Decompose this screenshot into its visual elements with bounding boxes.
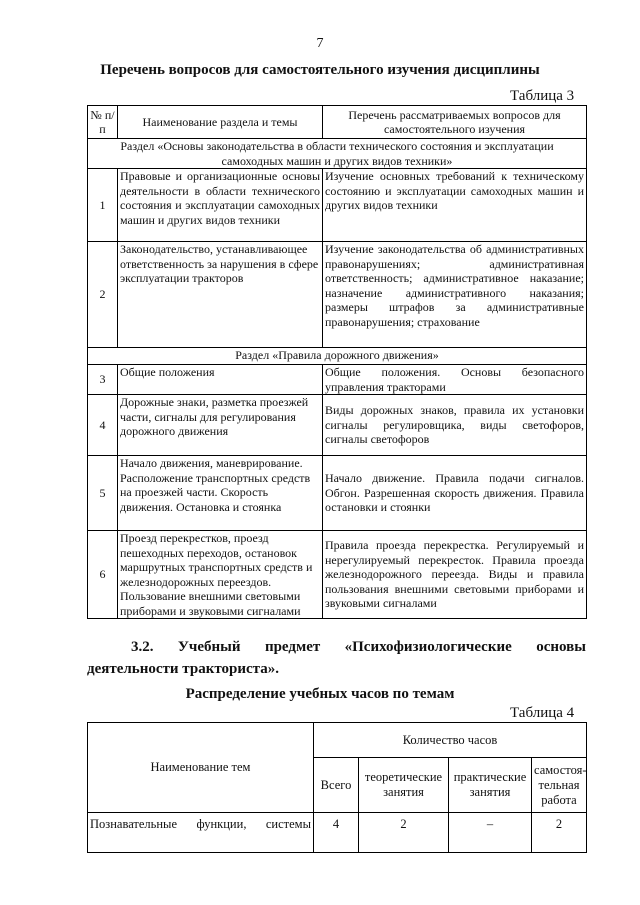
table-row: [88, 242, 587, 348]
row-topic: Правовые и организационные основы деятельности в области технического состояния и эксплуатации самоходных машин и других видов техники: [118, 169, 323, 242]
subsection-word: предмет: [264, 639, 321, 655]
table4-caption: Таблица 4: [510, 705, 575, 721]
header-name: Наименование тем: [88, 723, 314, 813]
table3: [87, 105, 587, 619]
table-row: [88, 531, 587, 619]
row-num: 4: [88, 395, 118, 456]
subsection-word: «Психофизиологические: [344, 639, 512, 655]
row-topic: Дорожные знаки, разметка проезжей части, сигналы для регулирования дорожного движения: [118, 395, 323, 456]
row-issues: Изучение основных требований к техническому состоянию и эксплуатации самоходных машин и других видов техники: [323, 169, 587, 242]
section-row: [88, 139, 587, 169]
row-num: 1: [88, 169, 118, 242]
section-row: [88, 348, 587, 365]
header-hours: Количество часов: [314, 723, 587, 758]
table-row: [88, 456, 587, 531]
row-topic: Проезд перекрестков, проезд пешеходных переходов, остановок маршрутных транспортных средств и железнодорожных переездов. Пользование внешними световыми приборами и звуковыми сигналами: [118, 531, 323, 619]
table-row: [88, 169, 587, 242]
row-total: 4: [314, 813, 359, 853]
subsection-heading: [87, 636, 586, 680]
table-row: [88, 365, 587, 395]
section-title-2: Распределение учебных часов по темам: [185, 686, 455, 702]
header-total: Всего: [314, 758, 359, 813]
header-issues: Перечень рассматриваемых вопросов для самостоятельного изучения: [323, 106, 587, 139]
table-row: [88, 813, 587, 853]
header-num: № п/п: [88, 106, 118, 139]
row-practice: –: [449, 813, 532, 853]
section-title: Раздел «Правила дорожного движения»: [88, 348, 587, 365]
header-name: Наименование раздела и темы: [118, 106, 323, 139]
table3-caption: Таблица 3: [510, 88, 575, 104]
page-title: Перечень вопросов для самостоятельного изучения дисциплины: [100, 62, 540, 78]
row-topic: Законодательство, устанавливающее ответственность за нарушения в сфере эксплуатации тракторов: [118, 242, 323, 348]
table4-header-row: [88, 723, 587, 758]
header-practice: практические занятия: [449, 758, 532, 813]
row-issues: Начало движение. Правила подачи сигналов. Обгон. Разрешенная скорость движения. Правила остановки и стоянки: [323, 456, 587, 531]
subsection-word: Учебный: [177, 639, 241, 655]
section-title: Раздел «Основы законодательства в области технического состояния и эксплуатации самоходных машин и других видов техники»: [88, 139, 587, 169]
header-theory: теоретические занятия: [359, 758, 449, 813]
subsection-number: 3.2.: [131, 639, 154, 655]
subsection-word: основы: [536, 639, 586, 655]
row-num: 6: [88, 531, 118, 619]
row-issues: Изучение законодательства об административных правонарушениях; административная ответственность; административное наказание; назначение административного наказания; размеры штрафов за административные правонарушения; страхование: [323, 242, 587, 348]
row-name: Познавательные функции, системы: [88, 813, 314, 853]
row-topic: Общие положения: [118, 365, 323, 395]
row-topic: Начало движения, маневрирование. Расположение транспортных средств на проезжей части. Скорость движения. Остановка и стоянка: [118, 456, 323, 531]
row-num: 2: [88, 242, 118, 348]
page-number: 7: [316, 36, 324, 51]
header-self: самостоя-тельная работа: [532, 758, 587, 813]
subsection-line2: деятельности тракториста».: [87, 661, 279, 677]
row-issues: Правила проезда перекрестка. Регулируемый и нерегулируемый перекресток. Правила проезда железнодорожного переезда. Виды и правила пользования внешними световыми приборами и звуковыми сигналами: [323, 531, 587, 619]
table4: [87, 722, 587, 853]
row-theory: 2: [359, 813, 449, 853]
row-num: 5: [88, 456, 118, 531]
row-issues: Виды дорожных знаков, правила их установки сигналы регулировщика, виды светофоров, сигналы светофоров: [323, 395, 587, 456]
table3-header-row: [88, 106, 587, 139]
row-issues: Общие положения. Основы безопасного управления тракторами: [323, 365, 587, 395]
table-row: [88, 395, 587, 456]
row-num: 3: [88, 365, 118, 395]
row-self: 2: [532, 813, 587, 853]
